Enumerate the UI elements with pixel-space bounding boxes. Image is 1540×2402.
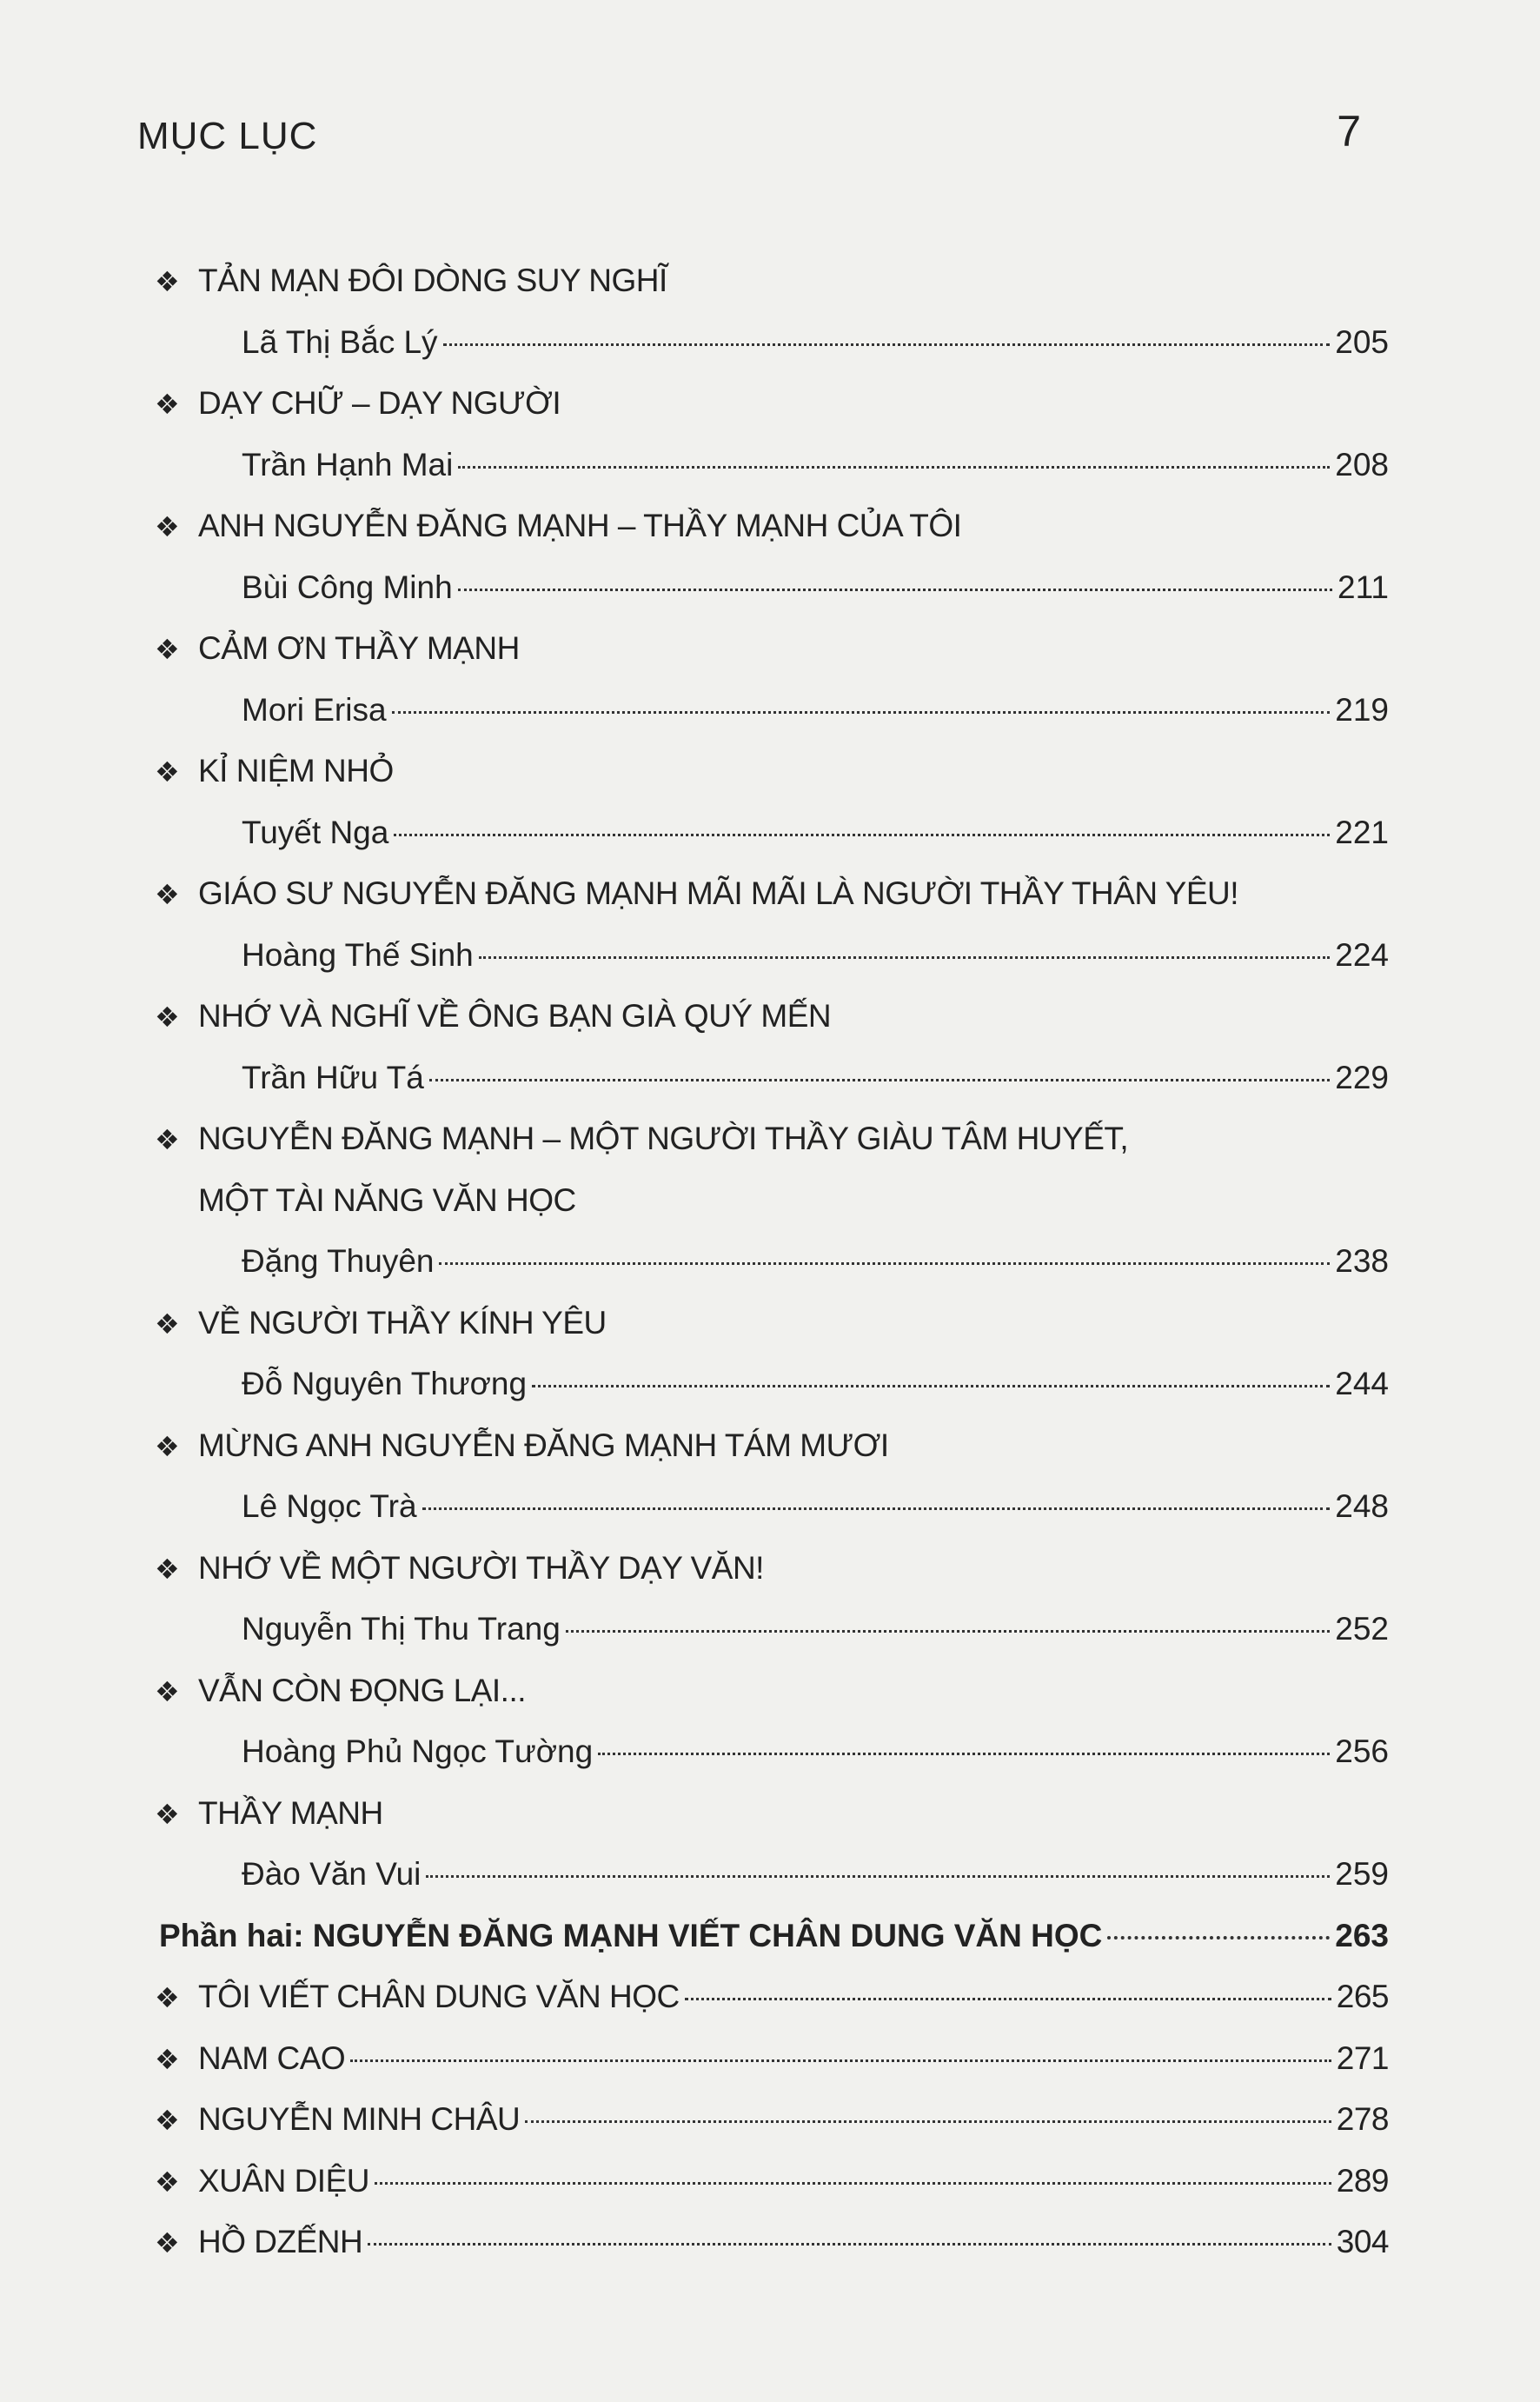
dot-leader xyxy=(443,343,1331,346)
toc-page: 278 xyxy=(1336,2101,1389,2137)
toc-title: TÔI VIẾT CHÂN DUNG VĂN HỌC xyxy=(198,1979,680,2014)
diamond-bullet-icon: ❖ xyxy=(155,756,180,788)
dot-leader xyxy=(685,1998,1331,2000)
toc-entry-title xyxy=(155,496,1389,557)
dot-leader xyxy=(422,1507,1331,1510)
dot-leader xyxy=(458,466,1330,469)
toc-entry-title xyxy=(155,618,1389,680)
toc-entry-title xyxy=(155,373,1389,435)
toc-entry-author xyxy=(155,1476,1389,1538)
toc-title: HỒ DZẾNH xyxy=(198,2224,363,2259)
toc-entry-author xyxy=(155,802,1389,864)
diamond-bullet-icon: ❖ xyxy=(155,1124,180,1155)
toc-author: Lê Ngọc Trà xyxy=(242,1488,417,1524)
toc-page: 252 xyxy=(1335,1611,1389,1647)
toc-page: 265 xyxy=(1336,1979,1389,2014)
toc-entry-author xyxy=(155,557,1389,619)
toc-entry xyxy=(155,2151,1389,2212)
toc-page: 238 xyxy=(1335,1243,1389,1279)
diamond-bullet-icon: ❖ xyxy=(155,1001,180,1033)
toc-page: 248 xyxy=(1335,1488,1389,1524)
dot-leader xyxy=(1107,1936,1330,1940)
toc-title: GIÁO SƯ NGUYỄN ĐĂNG MẠNH MÃI MÃI LÀ NGƯỜI THẦY THÂN YÊU! xyxy=(198,875,1239,911)
toc-page: 244 xyxy=(1335,1366,1389,1401)
toc-page: 219 xyxy=(1335,691,1389,728)
toc-page: 224 xyxy=(1335,936,1389,973)
dot-leader xyxy=(525,2120,1331,2123)
diamond-bullet-icon: ❖ xyxy=(155,511,180,542)
toc-title: NHỚ VÀ NGHĨ VỀ ÔNG BẠN GIÀ QUÝ MẾN xyxy=(198,998,832,1034)
toc-entry-author xyxy=(155,680,1389,742)
toc-page: 304 xyxy=(1336,2224,1389,2259)
diamond-bullet-icon: ❖ xyxy=(155,2043,180,2075)
toc-author: Đỗ Nguyên Thương xyxy=(242,1366,528,1401)
toc-page: 221 xyxy=(1335,814,1389,850)
toc-author: Hoàng Thế Sinh xyxy=(242,936,474,973)
toc-title: ANH NGUYỄN ĐĂNG MẠNH – THẦY MẠNH CỦA TÔI xyxy=(198,508,962,543)
toc-author: Nguyễn Thị Thu Trang xyxy=(242,1611,561,1647)
toc-page: 271 xyxy=(1336,2039,1389,2076)
toc-page: 205 xyxy=(1335,323,1389,360)
toc-title: NGUYỄN ĐĂNG MẠNH – MỘT NGƯỜI THẦY GIÀU TÂM HUYẾT, xyxy=(198,1121,1129,1156)
toc-title: NAM CAO xyxy=(198,2039,346,2076)
toc-entry-title-continued xyxy=(155,1170,1389,1232)
toc-entry-author xyxy=(155,312,1389,374)
toc-page: 259 xyxy=(1335,1856,1389,1892)
running-head: MỤC LỤC xyxy=(137,115,318,157)
toc-entry-title xyxy=(155,741,1389,802)
toc-page: 211 xyxy=(1338,569,1389,605)
toc-entry-title xyxy=(155,863,1389,925)
toc-entry-title xyxy=(155,1108,1389,1170)
dot-leader xyxy=(392,711,1331,714)
part-heading xyxy=(155,1906,1389,1967)
toc-entry-author xyxy=(155,925,1389,987)
toc-entry-title xyxy=(155,986,1389,1048)
diamond-bullet-icon: ❖ xyxy=(155,634,180,665)
toc-entry xyxy=(155,2089,1389,2151)
diamond-bullet-icon: ❖ xyxy=(155,879,180,910)
toc-author: Tuyết Nga xyxy=(242,814,389,850)
diamond-bullet-icon: ❖ xyxy=(155,1675,180,1707)
toc-title: VỀ NGƯỜI THẦY KÍNH YÊU xyxy=(198,1304,607,1341)
dot-leader xyxy=(375,2182,1331,2185)
part-page: 263 xyxy=(1335,1917,1389,1953)
diamond-bullet-icon: ❖ xyxy=(155,389,180,420)
toc-title: MỪNG ANH NGUYỄN ĐĂNG MẠNH TÁM MƯƠI xyxy=(198,1427,889,1463)
toc-entry-title xyxy=(155,250,1389,312)
part-title: Phần hai: NGUYỄN ĐĂNG MẠNH VIẾT CHÂN DUNG VĂN HỌC xyxy=(159,1917,1103,1953)
toc-entry xyxy=(155,1966,1389,2028)
diamond-bullet-icon: ❖ xyxy=(155,1798,180,1830)
dot-leader xyxy=(566,1630,1330,1633)
toc-title: TẢN MẠN ĐÔI DÒNG SUY NGHĨ xyxy=(198,263,667,298)
toc-entry-author xyxy=(155,1721,1389,1783)
diamond-bullet-icon: ❖ xyxy=(155,266,180,297)
toc-author: Mori Erisa xyxy=(242,691,387,728)
toc-author: Đặng Thuyên xyxy=(242,1243,435,1279)
toc-title: NHỚ VỀ MỘT NGƯỜI THẦY DẠY VĂN! xyxy=(198,1549,764,1586)
toc-entry-title xyxy=(155,1538,1389,1600)
toc-title: THẦY MẠNH xyxy=(198,1794,383,1831)
dot-leader xyxy=(429,1079,1330,1081)
diamond-bullet-icon: ❖ xyxy=(155,2105,180,2136)
toc-title: XUÂN DIỆU xyxy=(198,2162,369,2199)
toc-entry-author xyxy=(155,1354,1389,1415)
toc-page: 229 xyxy=(1335,1059,1389,1095)
toc-entry-author xyxy=(155,1599,1389,1660)
diamond-bullet-icon: ❖ xyxy=(155,1982,180,2013)
toc-entry-title xyxy=(155,1293,1389,1354)
toc-author: Hoàng Phủ Ngọc Tường xyxy=(242,1733,594,1769)
dot-leader xyxy=(598,1753,1330,1755)
toc-title: KỈ NIỆM NHỎ xyxy=(198,753,394,788)
toc-entry-title xyxy=(155,1660,1389,1722)
toc-author: Trần Hữu Tá xyxy=(242,1059,424,1095)
toc-entry xyxy=(155,2212,1389,2273)
dot-leader xyxy=(532,1385,1330,1387)
toc-title: NGUYỄN MINH CHÂU xyxy=(198,2101,521,2137)
dot-leader xyxy=(439,1262,1330,1265)
diamond-bullet-icon: ❖ xyxy=(155,2166,180,2198)
page-number: 7 xyxy=(1337,107,1361,156)
table-of-contents xyxy=(155,250,1389,2273)
toc-entry-title xyxy=(155,1415,1389,1477)
toc-author: Bùi Công Minh xyxy=(242,569,453,605)
dot-leader xyxy=(479,956,1331,959)
toc-author: Đào Văn Vui xyxy=(242,1856,422,1892)
toc-page: 256 xyxy=(1335,1733,1389,1769)
toc-entry-author xyxy=(155,1844,1389,1906)
toc-title-line2: MỘT TÀI NĂNG VĂN HỌC xyxy=(198,1181,576,1218)
toc-title: VẪN CÒN ĐỌNG LẠI... xyxy=(198,1672,527,1708)
dot-leader xyxy=(350,2059,1331,2062)
toc-author: Trần Hạnh Mai xyxy=(242,446,454,482)
toc-page: 289 xyxy=(1336,2162,1389,2199)
diamond-bullet-icon: ❖ xyxy=(155,2227,180,2259)
toc-entry-author xyxy=(155,435,1389,496)
toc-entry xyxy=(155,2028,1389,2090)
dot-leader xyxy=(458,589,1332,591)
dot-leader xyxy=(394,834,1330,836)
toc-author: Lã Thị Bắc Lý xyxy=(242,323,438,360)
diamond-bullet-icon: ❖ xyxy=(155,1430,180,1462)
toc-title: CẢM ƠN THẦY MẠNH xyxy=(198,630,520,666)
dot-leader xyxy=(368,2243,1331,2246)
dot-leader xyxy=(426,1875,1330,1878)
diamond-bullet-icon: ❖ xyxy=(155,1553,180,1585)
diamond-bullet-icon: ❖ xyxy=(155,1307,180,1340)
toc-page: 208 xyxy=(1335,446,1389,482)
toc-entry-author xyxy=(155,1048,1389,1109)
toc-entry-author xyxy=(155,1231,1389,1293)
toc-title: DẠY CHỮ – DẠY NGƯỜI xyxy=(198,385,561,421)
toc-entry-title xyxy=(155,1783,1389,1845)
